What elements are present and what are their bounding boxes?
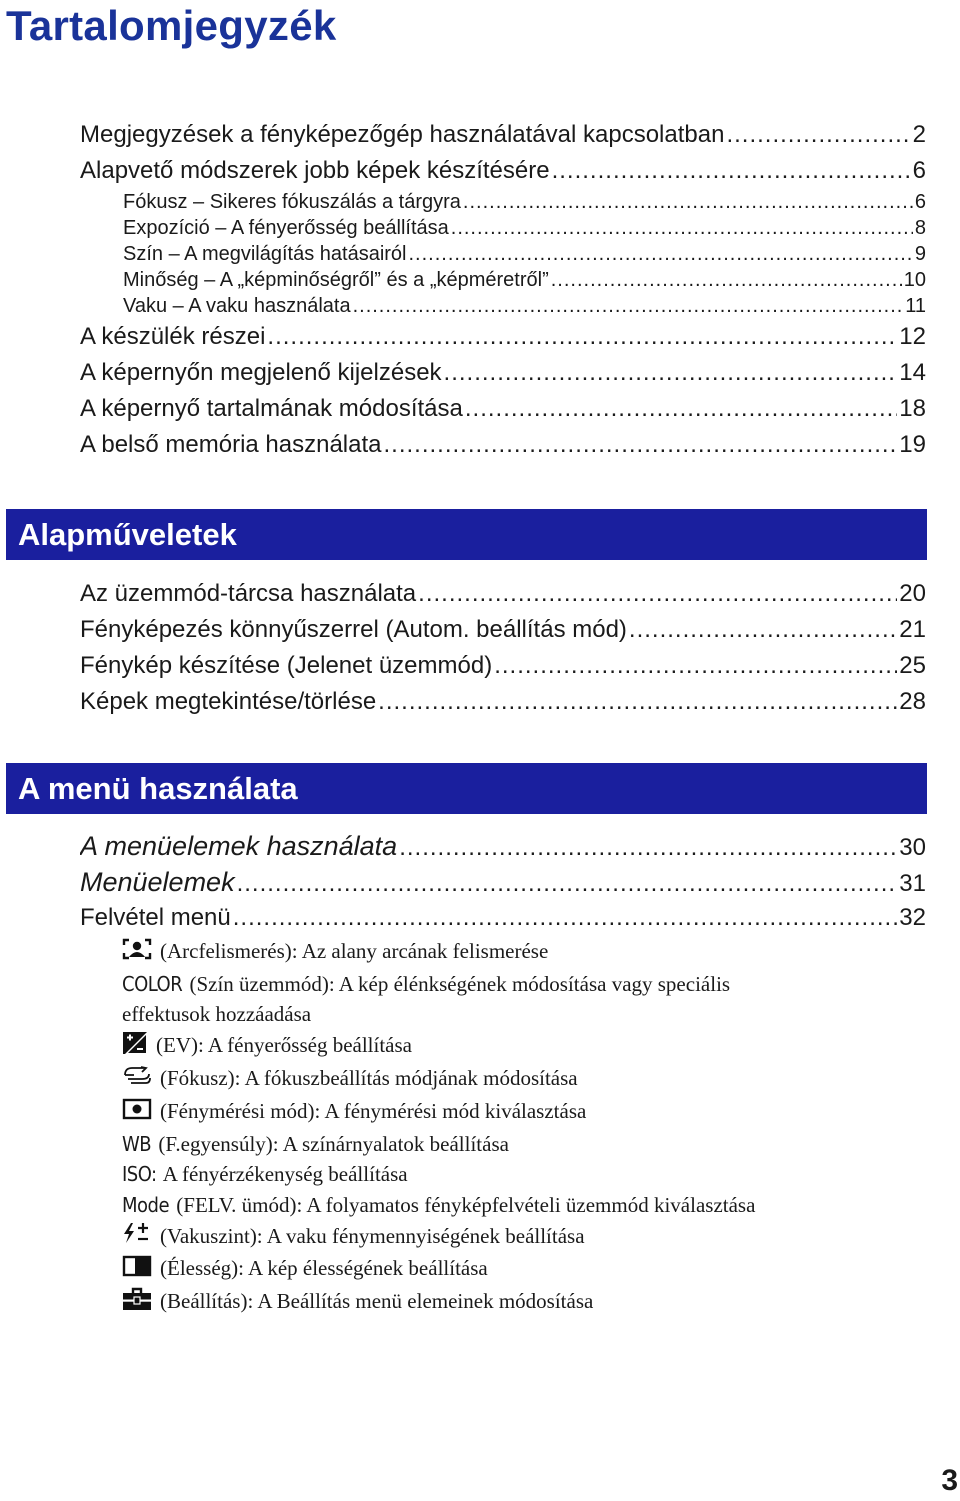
toc-entry-page: 8 — [914, 217, 926, 239]
toc-entry-title: A belső memória használata — [80, 431, 382, 458]
setting-text: (Fókusz): A fókuszbeállítás módjának módosítása — [160, 1066, 578, 1091]
toc-entry-title: Vaku – A vaku használata — [123, 295, 351, 317]
toc-section-basic-operations — [80, 576, 926, 720]
toc-entry-page: 6 — [914, 191, 926, 213]
setting-text: (Fénymérési mód): A fénymérési mód kiválasztása — [160, 1099, 587, 1123]
toc-entry[interactable] — [80, 319, 926, 355]
setting-text: (EV): A fényerősség beállítása — [156, 1032, 412, 1057]
toc-entry-title: Fényképezés könnyűszerrel (Autom. beállítás mód) — [80, 616, 627, 643]
toc-entry-page: 25 — [899, 652, 926, 679]
toc-entry[interactable] — [80, 427, 926, 463]
iso-icon: ISO: — [122, 1162, 157, 1187]
setting-item-continuation — [122, 999, 882, 1030]
page-number: 3 — [941, 1464, 958, 1497]
toc-leader — [494, 648, 897, 684]
toc-leader — [237, 866, 898, 900]
toc-subentry[interactable] — [80, 293, 926, 319]
toc-entry-page: 11 — [905, 295, 926, 317]
setting-item-focus[interactable] — [122, 1063, 882, 1096]
toc-entry-page: 2 — [912, 121, 926, 148]
toc-leader — [551, 267, 902, 293]
drive-mode-icon: Mode — [122, 1192, 170, 1217]
setting-item-face-detection[interactable] — [122, 936, 882, 969]
toc-entry-title: Expozíció – A fényerősség beállítása — [123, 217, 449, 239]
toc-entry-title: Minőség – A „képminőségről” és a „képméretről” — [123, 269, 549, 291]
setting-item-iso[interactable] — [122, 1159, 882, 1190]
toc-entry-page: 28 — [899, 688, 926, 715]
exposure-ev-icon — [122, 1031, 148, 1064]
setting-text: (Szín üzemmód): A kép élénkségének módosítása vagy speciális — [189, 971, 731, 996]
toc-entry[interactable] — [80, 900, 926, 936]
toc-entry-page: 12 — [899, 323, 926, 350]
toc-leader — [444, 355, 898, 391]
setting-item-sharpness[interactable] — [122, 1253, 882, 1286]
toc-entry-title: A készülék részei — [80, 323, 266, 350]
toc-leader — [463, 189, 913, 215]
toc-entry-page: 18 — [899, 395, 926, 422]
toc-entry-title: Menüelemek — [80, 867, 235, 897]
setting-text: (FELV. ümód): A folyamatos fényképfelvételi üzemmód kiválasztása — [176, 1192, 756, 1217]
toc-leader — [267, 319, 897, 355]
recording-menu-settings — [122, 936, 882, 1319]
setting-item-setup[interactable] — [122, 1286, 882, 1320]
toc-entry-page: 32 — [899, 904, 926, 931]
toc-entry[interactable] — [80, 648, 926, 684]
toc-leader — [378, 684, 897, 720]
toc-leader — [418, 576, 897, 612]
setting-text: A fényérzékenység beállítása — [162, 1162, 408, 1187]
toc-leader — [353, 293, 904, 319]
focus-icon — [122, 1065, 152, 1096]
setting-item-white-balance[interactable] — [122, 1129, 882, 1160]
toc-entry-page: 9 — [914, 243, 926, 265]
toc-leader — [726, 117, 910, 153]
section-heading-basic-operations: Alapműveletek — [6, 509, 927, 560]
toc-entry-title: Képek megtekintése/törlése — [80, 688, 377, 715]
toc-leader — [399, 830, 897, 864]
toc-leader — [465, 391, 897, 427]
toc-entry[interactable] — [80, 864, 926, 900]
toc-entry-title: Szín – A megvilágítás hatásairól — [123, 243, 407, 265]
flash-level-icon — [122, 1222, 152, 1253]
toc-entry[interactable] — [80, 684, 926, 720]
toc-entry-title: Megjegyzések a fényképezőgép használatával kapcsolatban — [80, 121, 725, 148]
toc-entry-page: 10 — [903, 269, 926, 291]
setting-item-color-mode[interactable] — [122, 969, 882, 1000]
toc-entry-page: 31 — [899, 870, 926, 897]
toc-leader — [384, 427, 898, 463]
setting-item-flash-level[interactable] — [122, 1221, 882, 1254]
setting-text: (Beállítás): A Beállítás menü elemeinek módosítása — [160, 1288, 594, 1313]
toc-leader — [451, 215, 913, 241]
toc-entry-title: A menüelemek használata — [80, 831, 398, 861]
toc-subentry[interactable] — [80, 215, 926, 241]
face-detection-icon — [122, 938, 152, 969]
setting-text: effektusok hozzáadása — [122, 1002, 312, 1027]
toc-leader — [409, 241, 913, 267]
setting-text: (Vakuszint): A vaku fénymennyiségének beállítása — [160, 1223, 585, 1248]
setting-item-metering[interactable] — [122, 1096, 882, 1129]
toc-subentry[interactable] — [80, 241, 926, 267]
toc-entry-title: Felvétel menü — [80, 904, 231, 931]
toc-leader — [552, 153, 911, 189]
toc-subentry[interactable] — [80, 267, 926, 293]
toc-subentry[interactable] — [80, 189, 926, 215]
toc-entry[interactable] — [80, 117, 926, 153]
toc-entry-page: 14 — [899, 359, 926, 386]
color-mode-icon: COLOR — [122, 971, 183, 996]
toc-section-menu-usage — [80, 828, 926, 936]
setting-text: (Élesség): A kép élességének beállítása — [160, 1256, 488, 1281]
toc-entry-page: 21 — [899, 616, 926, 643]
white-balance-icon: WB — [122, 1131, 152, 1156]
toc-entry-page: 6 — [912, 157, 926, 184]
page-title: Tartalomjegyzék — [6, 2, 337, 49]
toc-intro — [80, 117, 926, 463]
toc-entry-title: Alapvető módszerek jobb képek készítésére — [80, 157, 550, 184]
toc-entry[interactable] — [80, 355, 926, 391]
section-heading-menu-usage: A menü használata — [6, 763, 927, 814]
toc-entry[interactable] — [80, 153, 926, 189]
metering-spot-icon — [122, 1098, 152, 1129]
toc-entry-page: 19 — [899, 431, 926, 458]
toc-entry-title: Fókusz – Sikeres fókuszálás a tárgyra — [123, 191, 461, 213]
toc-entry-title: A képernyő tartalmának módosítása — [80, 395, 463, 422]
toc-entry[interactable] — [80, 828, 926, 864]
toc-entry-title: Az üzemmód-tárcsa használata — [80, 580, 417, 607]
toc-entry-title: Fénykép készítése (Jelenet üzemmód) — [80, 652, 493, 679]
toc-entry[interactable] — [80, 612, 926, 648]
toc-entry-page: 30 — [899, 834, 926, 861]
toc-entry-page: 20 — [899, 580, 926, 607]
toc-entry[interactable] — [80, 576, 926, 612]
setting-item-exposure[interactable] — [122, 1030, 882, 1064]
setting-item-drive-mode[interactable] — [122, 1190, 882, 1221]
sharpness-icon — [122, 1255, 152, 1286]
toc-entry-title: A képernyőn megjelenő kijelzések — [80, 359, 442, 386]
setting-text: (Arcfelismerés): Az alany arcának felismerése — [160, 939, 549, 963]
toc-leader — [629, 612, 897, 648]
setup-toolbox-icon — [122, 1287, 152, 1320]
setting-text: (F.egyensúly): A színárnyalatok beállítása — [158, 1131, 509, 1156]
toc-leader — [233, 900, 898, 936]
toc-entry[interactable] — [80, 391, 926, 427]
